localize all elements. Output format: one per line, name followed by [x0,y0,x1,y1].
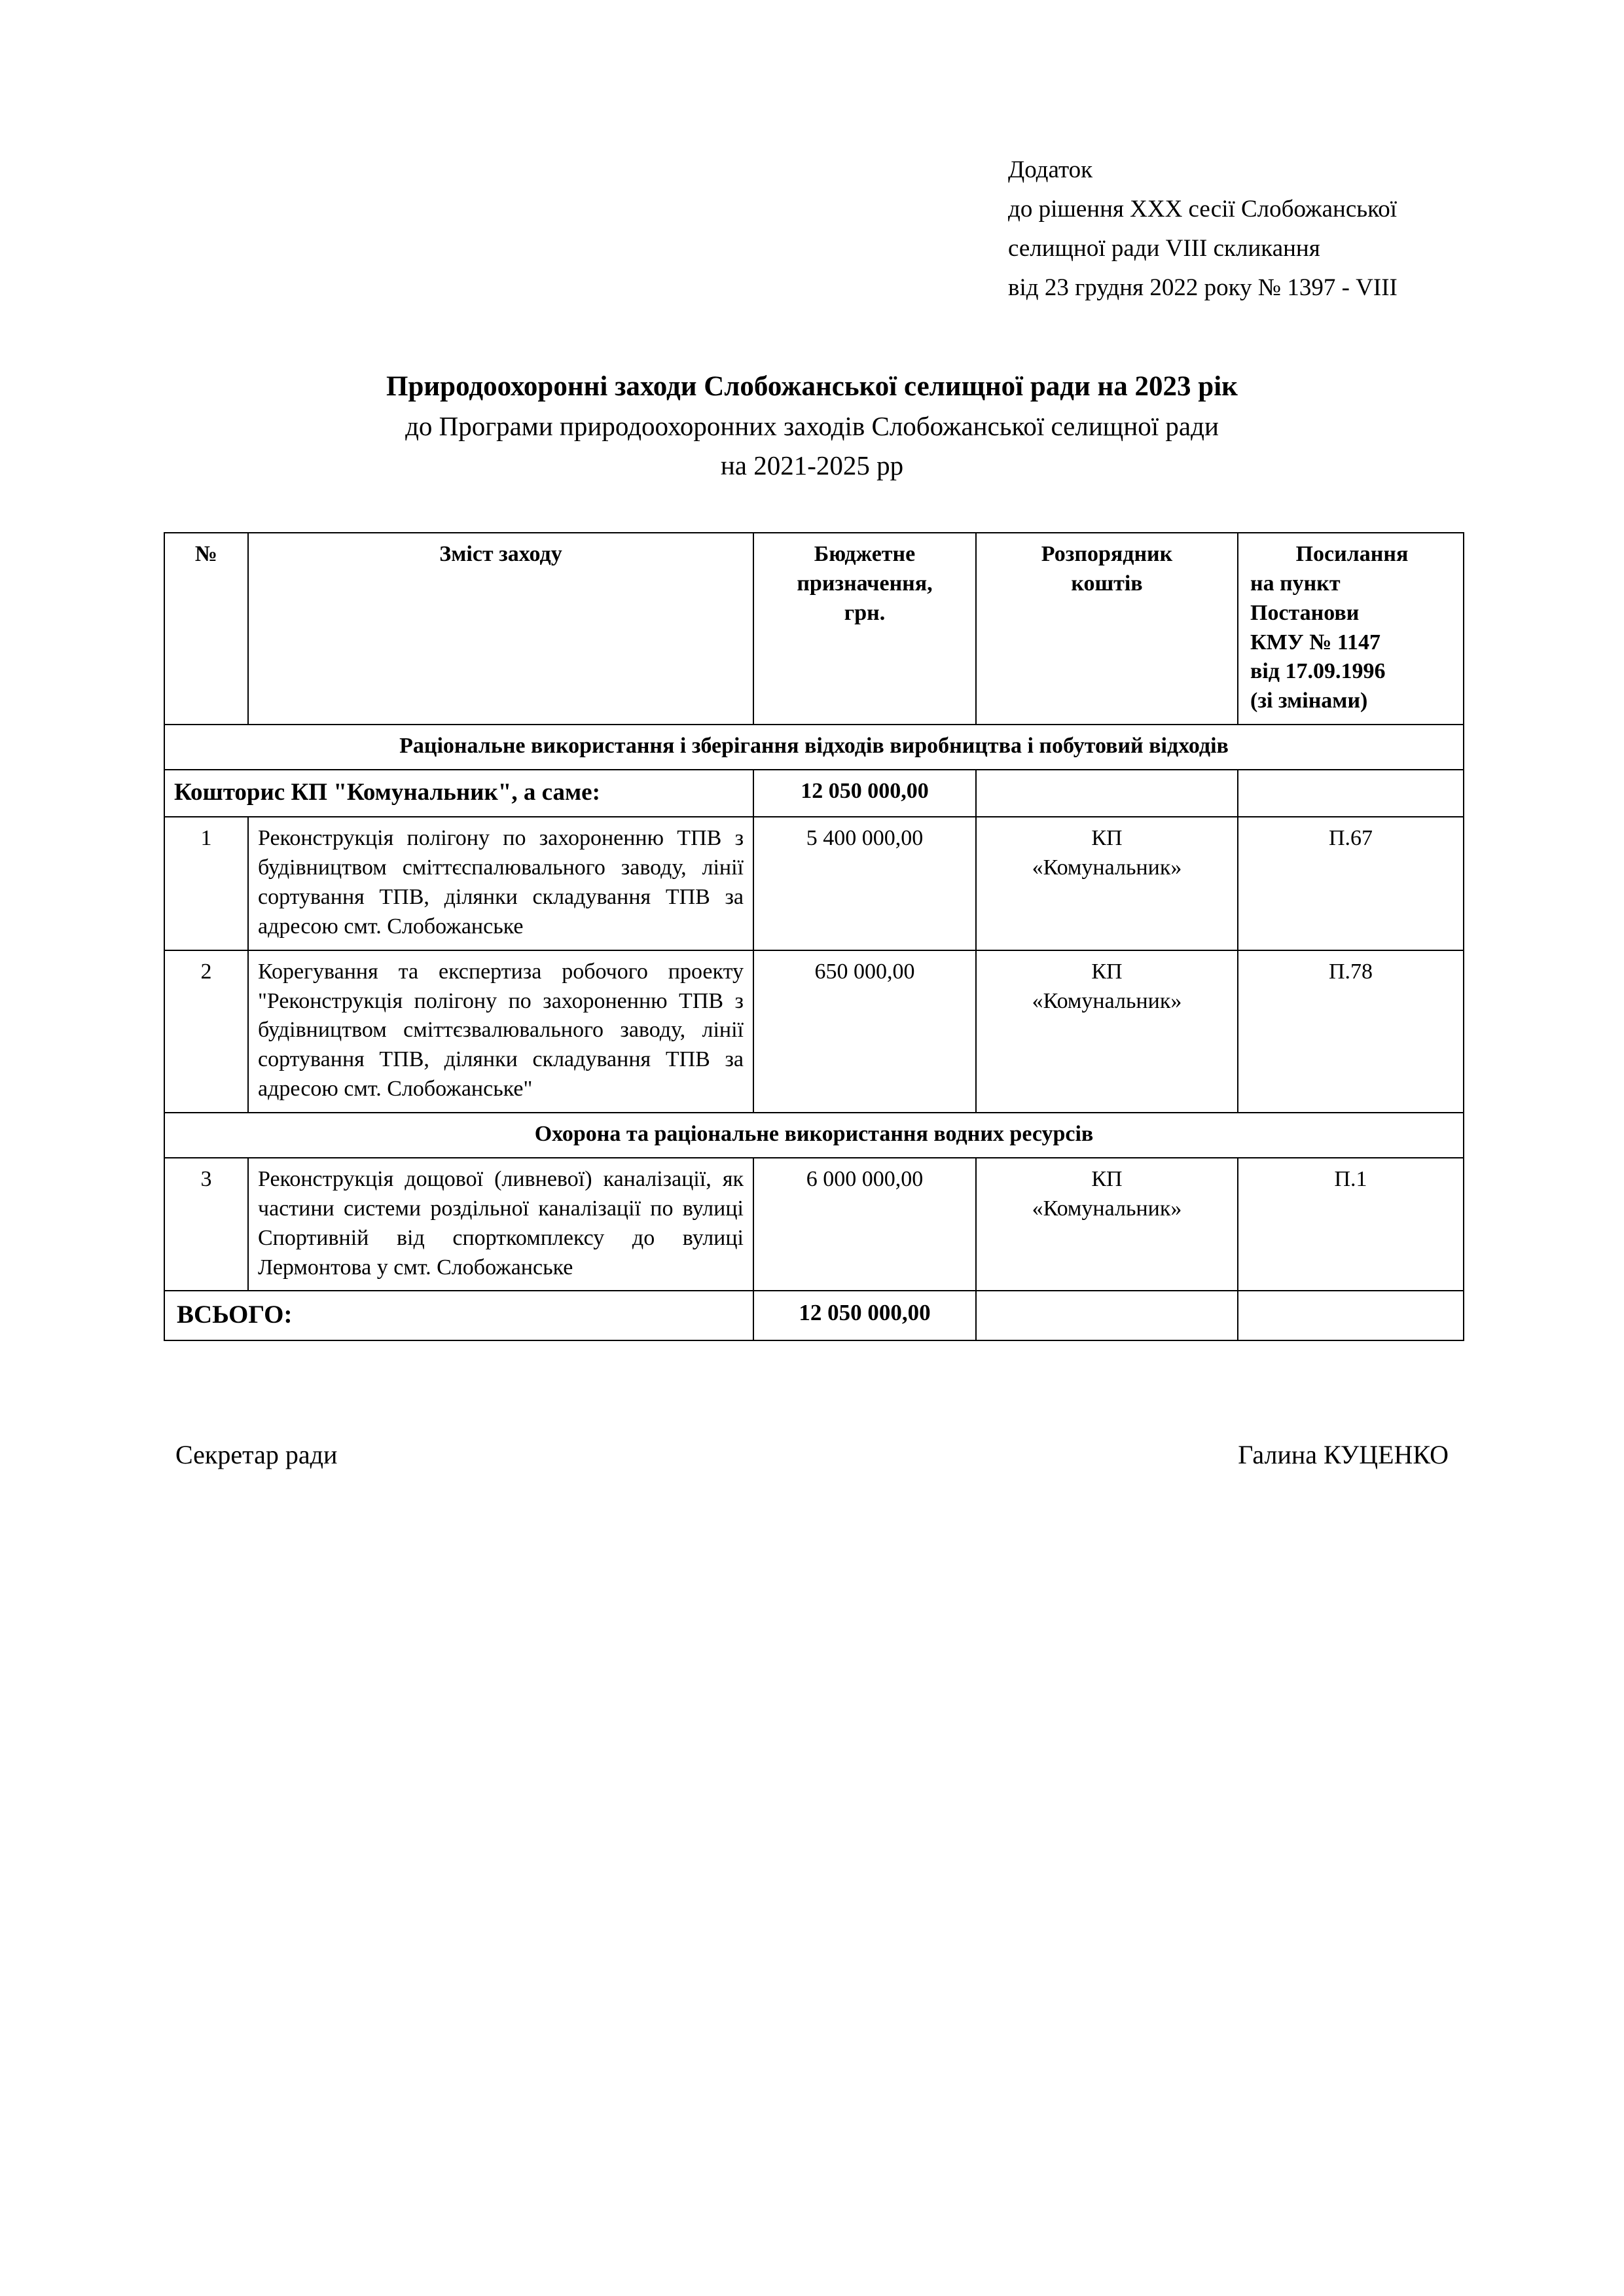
row-administrator-line-2: «Комунальник» [1032,1196,1182,1221]
row-budget: 5 400 000,00 [753,817,976,950]
total-administrator [976,1291,1238,1340]
total-value: 12 050 000,00 [753,1291,976,1340]
row-reference: П.67 [1238,817,1464,950]
estimate-label: Кошторис КП "Комунальник", а саме: [164,770,753,817]
row-description: Реконструкція полігону по захороненню ТПВ з будівництвом сміттєспалювального заводу, лінії сортування ТПВ, ділянки складування ТПВ за адресою смт. Слобожанське [248,817,753,950]
column-header-reference-line-6: (зі змінами) [1250,689,1368,713]
measures-table [164,532,1464,1341]
row-administrator [976,1158,1238,1291]
column-header-administrator-line-2: коштів [1071,571,1143,596]
section-heading-row [164,1113,1464,1158]
row-reference: П.1 [1238,1158,1464,1291]
page-title: Природоохоронні заходи Слобожанської селищної ради на 2023 рік [386,370,1238,402]
signature-role: Секретар ради [175,1439,338,1469]
page-subtitle-line-1: до Програми природоохоронних заходів Слобожанської селищної ради [405,411,1219,442]
document-header [1008,151,1460,308]
table-total-row [164,1291,1464,1340]
row-number: 1 [164,817,248,950]
column-header-reference-line-1: Посилання [1295,541,1409,566]
column-header-reference [1238,533,1464,725]
column-header-administrator-line-1: Розпорядник [1041,541,1173,566]
total-label: ВСЬОГО: [164,1291,753,1340]
column-header-reference-line-3: Постанови [1250,600,1360,625]
title-block [164,367,1460,485]
column-header-reference-line-5: від 17.09.1996 [1250,659,1386,684]
header-line-2: до рішення ХХХ сесії Слобожанської [1008,195,1398,223]
row-reference: П.78 [1238,950,1464,1113]
column-header-budget-line-2: призначення, [797,571,933,596]
row-administrator-line-2: «Комунальник» [1032,988,1182,1013]
column-header-reference-line-2: на пункт [1250,571,1341,596]
signature-name: Галина КУЦЕНКО [1238,1439,1449,1469]
row-administrator-line-1: КП [1091,826,1123,851]
signature-block [164,1439,1460,1470]
row-description: Корегування та експертиза робочого проекту "Реконструкція полігону по захороненню ТПВ з будівництвом сміттєзвалювального заводу, лінії сортування ТПВ, ділянки складування ТПВ за адресою смт. Слобожанське" [248,950,753,1113]
header-line-1: Додаток [1008,156,1093,183]
row-budget: 650 000,00 [753,950,976,1113]
estimate-administrator [976,770,1238,817]
table-row [164,1158,1464,1291]
section-heading-water: Охорона та раціональне використання водних ресурсів [164,1113,1464,1158]
section-heading-row [164,725,1464,770]
row-administrator-line-1: КП [1091,1166,1123,1191]
column-header-budget [753,533,976,725]
row-budget: 6 000 000,00 [753,1158,976,1291]
column-header-number: № [164,533,248,725]
estimate-reference [1238,770,1464,817]
column-header-budget-line-1: Бюджетне [814,541,916,566]
row-administrator [976,817,1238,950]
header-line-4: від 23 грудня 2022 року № 1397 - VIII [1008,274,1398,301]
row-administrator [976,950,1238,1113]
column-header-description: Зміст заходу [248,533,753,725]
row-administrator-line-1: КП [1091,959,1123,984]
header-line-3: селищної ради VIII скликання [1008,234,1320,262]
column-header-administrator [976,533,1238,725]
table-row [164,817,1464,950]
column-header-reference-line-4: КМУ № 1147 [1250,630,1380,655]
row-description: Реконструкція дощової (ливневої) каналізації, як частини системи роздільної каналізації по вулиці Спортивній від спорткомплексу до вулиці Лермонтова у смт. Слобожанське [248,1158,753,1291]
total-reference [1238,1291,1464,1340]
row-number: 2 [164,950,248,1113]
estimate-value: 12 050 000,00 [753,770,976,817]
table-row [164,770,1464,817]
page-subtitle-line-2: на 2021-2025 рр [720,450,904,480]
column-header-budget-line-3: грн. [844,600,886,625]
table-header-row [164,533,1464,725]
row-number: 3 [164,1158,248,1291]
table-row [164,950,1464,1113]
section-heading-waste: Раціональне використання і зберігання відходів виробництва і побутовий відходів [164,725,1464,770]
row-administrator-line-2: «Комунальник» [1032,855,1182,880]
